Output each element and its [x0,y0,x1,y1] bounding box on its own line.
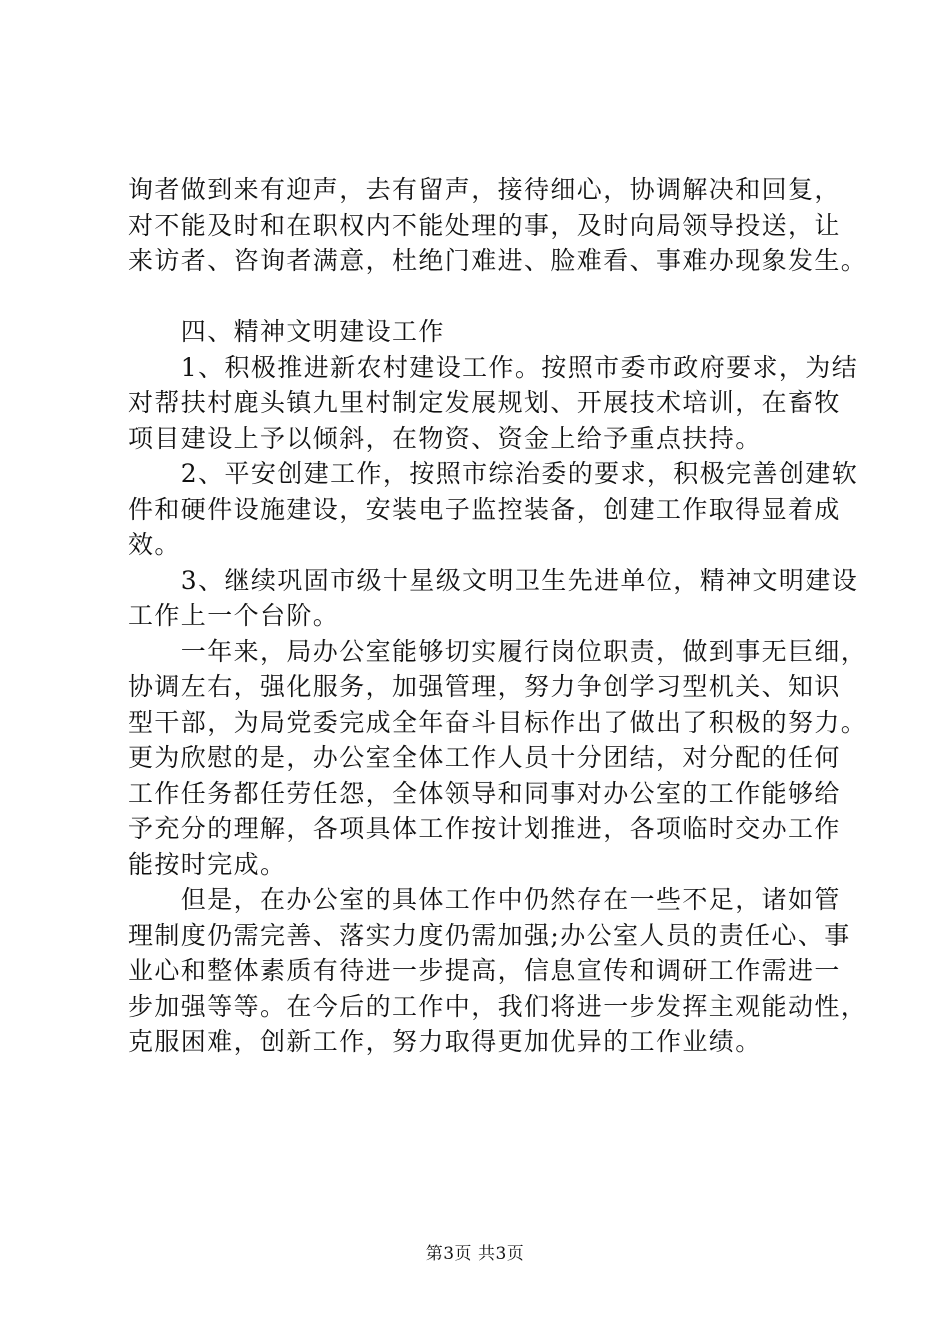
text-line: 1、积极推进新农村建设工作。按照市委市政府要求，为结 [128,352,859,382]
text-line: 更为欣慰的是，办公室全体工作人员十分团结，对分配的任何 [128,743,841,772]
text-line: 工作任务都任劳任怨，全体领导和同事对办公室的工作能够给 [128,778,841,808]
document-body [128,172,868,1060]
text-line: 但是，在办公室的具体工作中仍然存在一些不足，诸如管 [128,885,841,914]
text-line: 予充分的理解，各项具体工作按计划推进，各项临时交办工作 [128,814,841,843]
text-line: 询者做到来有迎声，去有留声，接待细心，协调解决和回复， [128,175,841,204]
page-number-label: 第3页 共3页 [425,1244,525,1264]
text-line: 来访者、咨询者满意，杜绝门难进、脸难看、事难办现象发生。 [128,246,868,275]
text-line: 对帮扶村鹿头镇九里村制定发展规划、开展技术培训，在畜牧 [128,388,841,417]
text-line: 理制度仍需完善、落实力度仍需加强;办公室人员的责任心、事 [128,920,851,950]
text-line: 能按时完成。 [128,849,287,879]
text-line: 一年来，局办公室能够切实履行岗位职责，做到事无巨细， [128,636,868,666]
text-line: 3、继续巩固市级十星级文明卫生先进单位，精神文明建设 [128,565,859,595]
paragraph-gap [128,279,848,315]
text-line: 步加强等等。在今后的工作中，我们将进一步发挥主观能动性， [128,991,868,1021]
page-footer [0,1244,950,1264]
text-line: 业心和整体素质有待进一步提高，信息宣传和调研工作需进一 [128,956,841,985]
text-line: 对不能及时和在职权内不能处理的事，及时向局领导投送，让 [128,210,841,240]
text-line: 克服困难，创新工作，努力取得更加优异的工作业绩。 [128,1027,762,1056]
text-line: 协调左右，强化服务，加强管理，努力争创学习型机关、知识 [128,672,841,701]
section-heading: 四、精神文明建设工作 [128,317,445,346]
text-line: 2、平安创建工作，按照市综治委的要求，积极完善创建软 [128,459,859,488]
text-line: 件和硬件设施建设，安装电子监控装备，创建工作取得显着成 [128,494,841,524]
text-line: 效。 [128,530,181,559]
text-line: 项目建设上予以倾斜，在物资、资金上给予重点扶持。 [128,423,762,453]
text-line: 型干部，为局党委完成全年奋斗目标作出了做出了积极的努力。 [128,707,868,737]
text-line: 工作上一个台阶。 [128,601,340,630]
